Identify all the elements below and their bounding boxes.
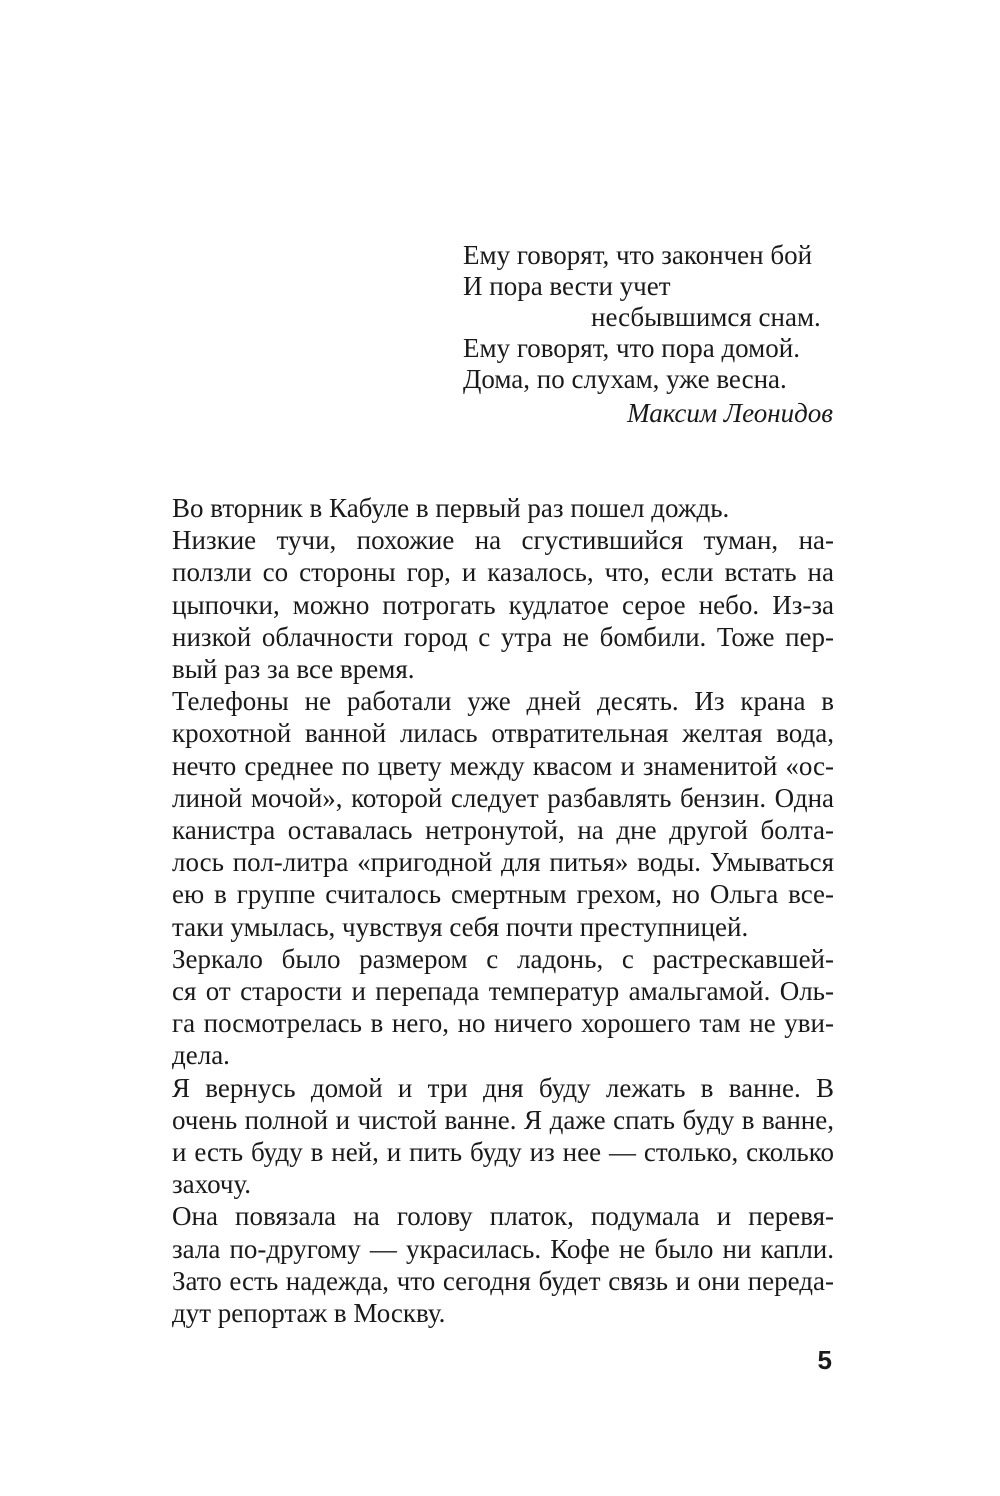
text-line: канистра оставалась нетронутой, на дне другой болта- [172, 815, 834, 846]
epigraph [463, 240, 833, 429]
paragraph [172, 943, 834, 1072]
text-line: зала по-другому — украсилась. Кофе не было ни капли. [172, 1233, 834, 1264]
epigraph-line: Ему говорят, что пора домой. [463, 333, 800, 363]
text-line: и есть буду в ней, и пить буду из нее — столько, сколько [172, 1137, 834, 1168]
text-line: Телефоны не работали уже дней десять. Из крана в [172, 686, 834, 717]
epigraph-line: И пора вести учет [463, 271, 671, 301]
page-number: 5 [817, 1345, 832, 1375]
text-line: цыпочки, можно потрогать кудлатое серое небо. Из-за [172, 589, 834, 620]
text-line: ся от старости и перепада температур амальгамой. Оль- [172, 976, 834, 1007]
text-line: Зеркало было размером с ладонь, с растрескавшей- [172, 943, 834, 974]
text-line: вый раз за все время. [172, 654, 415, 685]
text-line: га посмотрелась в него, но ничего хорошего там не уви- [172, 1008, 834, 1039]
text-line: таки умылась, чувствуя себя почти преступницей. [172, 911, 749, 942]
paragraph [172, 1200, 834, 1329]
text-line: Я вернусь домой и три дня буду лежать в ванне. В [172, 1072, 834, 1103]
paragraph [172, 1072, 834, 1201]
text-line: Низкие тучи, похожие на сгустившийся туман, на- [172, 525, 834, 556]
text-line: крохотной ванной лилась отвратительная желтая вода, [172, 718, 834, 749]
text-line: ползли со стороны гор, и казалось, что, если встать на [172, 557, 834, 588]
text-line: низкой облачности город с утра не бомбили. Тоже пер- [172, 621, 834, 652]
text-line: линой мочой», которой следует разбавлять бензин. Одна [172, 782, 834, 813]
text-line: нечто среднее по цвету между квасом и знаменитой «ос- [172, 750, 834, 781]
paragraph [172, 685, 834, 943]
text-line: лось пол-литра «пригодной для питья» воды. Умываться [172, 847, 834, 878]
paragraph [172, 492, 834, 524]
paragraph [172, 524, 834, 685]
text-line: Зато есть надежда, что сегодня будет связь и они переда- [172, 1265, 834, 1296]
epigraph-line: Дома, по слухам, уже весна. [463, 364, 787, 394]
text-line: дут репортаж в Москву. [172, 1298, 446, 1329]
epigraph-author: Максим Леонидов [627, 398, 833, 428]
body-text [172, 492, 834, 1329]
text-line: захочу. [172, 1169, 252, 1200]
text-line: очень полной и чистой ванне. Я даже спать буду в ванне, [172, 1104, 834, 1135]
text-line: ею в группе считалось смертным грехом, но Ольга все- [172, 879, 834, 910]
text-line: дела. [172, 1040, 230, 1071]
epigraph-line: Ему говорят, что закончен бой [463, 240, 813, 270]
text-line: Она повязала на голову платок, подумала и перевя- [172, 1201, 834, 1232]
text-line: Во вторник в Кабуле в первый раз пошел дождь. [172, 493, 730, 523]
epigraph-line: несбывшимся снам. [591, 302, 821, 332]
